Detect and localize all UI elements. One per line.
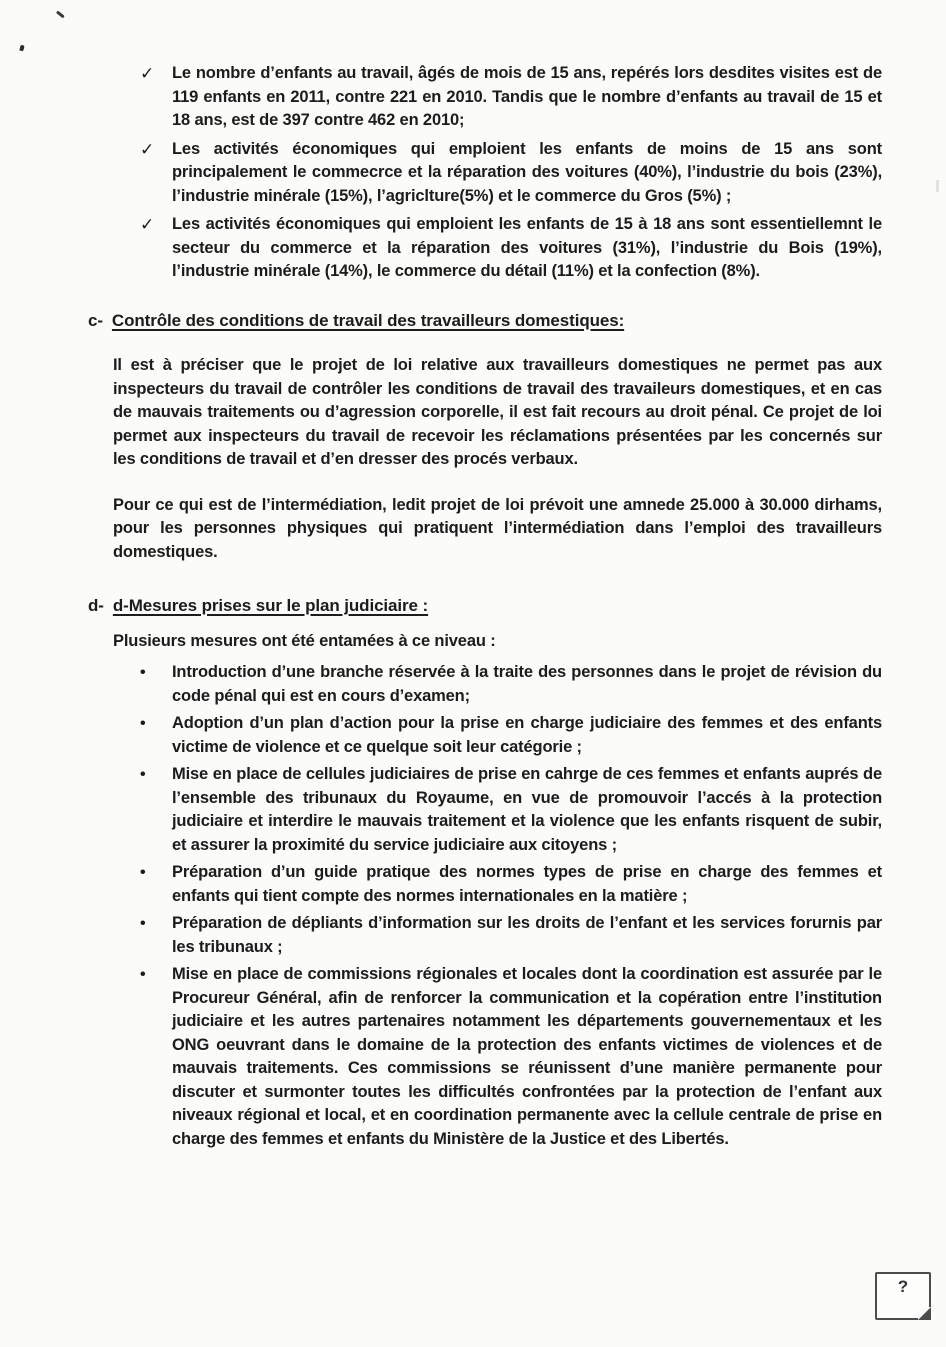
bullet-icon: • — [140, 915, 146, 932]
list-item — [88, 213, 882, 284]
list-item — [88, 861, 882, 908]
list-item-text: Mise en place de cellules judiciaires de prise en cahrge de ces femmes et enfants auprés de l’ensemble des tribunaux du Royaume, en vue de promouvoir l’accés à la protection judiciaire et interdire le mauvais traitement et la violence que les enfants risquent de subir, et assurer la proximité du service judiciaire aux citoyens ; — [172, 765, 882, 854]
list-item — [88, 138, 882, 209]
list-item — [88, 763, 882, 857]
checkmark-icon: ✓ — [140, 139, 155, 159]
bullet-icon: • — [140, 966, 146, 983]
list-item-text: Le nombre d’enfants au travail, âgés de mois de 15 ans, repérés lors desdites visites est de 119 enfants en 2011, contre 221 en 2010. Tandis que le nombre d’enfants au travail de 15 et 18 ans, est de 397 contre 462 en 2010; — [172, 64, 882, 129]
section-d-prefix: d- — [88, 596, 104, 615]
list-item — [88, 661, 882, 708]
list-item-text: Mise en place de commissions régionales et locales dont la coordination est assurée par le Procureur Général, afin de renforcer la communication et la copération entre l’institution judiciaire et les autres partenaires notamment les départements gouvernementaux et les ONG oeuvrant dans le domaine de la protection des enfants victimes de violences et de mauvais traitements. Ces commissions se réunissent d’une manière permanente pour discuter et surmonter toutes les difficultés confrontées par la protection de l’enfant aux niveaux régional et local, et en coordination permanente avec la cellule centrale de prise en charge des femmes et enfants du Ministère de la Justice et des Libertés. — [172, 965, 882, 1148]
scan-artifact-dot — [19, 45, 24, 52]
list-item-text: Les activités économiques qui emploient les enfants de moins de 15 ans sont principalement le commecrce et la réparation des voitures (40%), l’industrie du bois (23%), l’industrie minérale (15%), l’agriclture(5%) et le commerce du Gros (5%) ; — [172, 139, 882, 205]
bullet-icon: • — [140, 664, 146, 681]
list-item — [88, 712, 882, 759]
checkmark-list — [88, 62, 882, 284]
document-page — [88, 62, 882, 1155]
scan-artifact-edge — [936, 180, 939, 192]
note-fold-icon — [918, 1307, 931, 1320]
checkmark-icon: ✓ — [140, 64, 155, 83]
section-d-heading — [88, 594, 882, 618]
bullet-icon: • — [140, 864, 146, 881]
bullet-list — [88, 661, 882, 1151]
note-glyph: ? — [897, 1277, 909, 1296]
section-c-paragraph-2: Pour ce qui est de l’intermédiation, ledit projet de loi prévoit une amnede 25.000 à 30.000 dirhams, pour les personnes physiques qui pratiquent l’intermédiation dans l’emploi des travailleurs domestiques. — [113, 495, 882, 561]
section-c-paragraph-1: Il est à préciser que le projet de loi relative aux travailleurs domestiques ne permet pas aux inspecteurs du travail de contrôler les conditions de travail des travaileurs domestiques, et en cas de mauvais traitements ou d’agression corporelle, il est fait recours au droit pénal. Ce projet de loi permet aux inspecteurs du travail de recevoir les réclamations présentées par les concernés sur les conditions de travail et d’en dresser des procés verbaux. — [113, 356, 882, 468]
page-corner-note-icon — [875, 1272, 931, 1320]
list-item — [88, 912, 882, 959]
list-item — [88, 963, 882, 1151]
checkmark-icon: ✓ — [140, 215, 155, 234]
list-item-text: Préparation d’un guide pratique des normes types de prise en charge des femmes et enfants qui tient compte des normes internationales en la matière ; — [172, 863, 882, 905]
list-item-text: Introduction d’une branche réservée à la traite des personnes dans le projet de révision du code pénal qui est en cours d’examen; — [172, 663, 882, 705]
section-c-prefix: c- — [88, 310, 103, 330]
list-item-text: Préparation de dépliants d’information sur les droits de l’enfant et les services forurnis par les tribunaux ; — [172, 914, 882, 956]
scan-artifact-tick — [56, 10, 65, 18]
section-c-title: Contrôle des conditions de travail des travailleurs domestiques: — [111, 310, 625, 330]
list-item-text: Les activités économiques qui emploient les enfants de 15 à 18 ans sont essentiellemnt le secteur du commerce et la réparation des voitures (31%), l’industrie du Bois (19%), l’industrie minérale (14%), le commerce du détail (11%) et la confection (8%). — [172, 215, 882, 280]
section-c-heading — [88, 309, 882, 333]
section-d-intro: Plusieurs mesures ont été entamées à ce niveau : — [113, 631, 496, 650]
section-d-title: d-Mesures prises sur le plan judiciaire : — [112, 596, 429, 615]
list-item-text: Adoption d’un plan d’action pour la prise en charge judiciaire des femmes et des enfants victime de violence et ce quelque soit leur catégorie ; — [172, 714, 882, 756]
bullet-icon: • — [140, 715, 146, 732]
list-item — [88, 62, 882, 133]
bullet-icon: • — [140, 766, 146, 783]
